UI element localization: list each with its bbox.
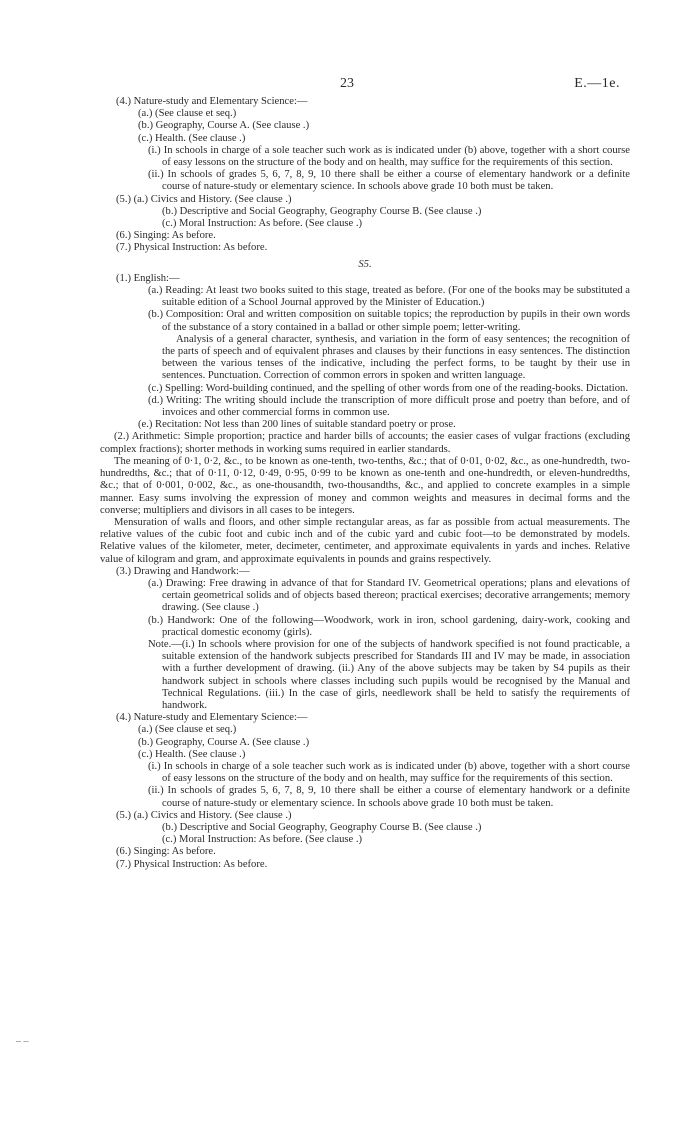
physical-line: (7.) Physical Instruction: As before. — [116, 242, 268, 254]
nature-study-heading: (4.) Nature-study and Elementary Science:— — [116, 96, 308, 107]
civics-item: (b.) Descriptive and Social Geography, Geography Course B. (See clause .) — [162, 205, 482, 217]
writing-item: (d.) Writing: The writing should include the transcription of more difficult prose and poetry than before, and of invoices and other commercial forms in common use. — [148, 394, 630, 419]
singing-line: (6.) Singing: As before. — [116, 846, 216, 858]
composition-item: (b.) Composition: Oral and written composition on suitable topics; the reproduction by pupils in their own words of the substance of a story contained in a ballad or other simple poem; letter-writing. — [148, 309, 630, 333]
physical-line: (7.) Physical Instruction: As before. — [116, 858, 268, 870]
page-body — [100, 96, 630, 871]
nature-item: (c.) Health. (See clause .) — [138, 748, 246, 760]
nature-item: (b.) Geography, Course A. (See clause .) — [138, 736, 310, 748]
civics-heading: (5.) (a.) Civics and History. (See clause .) — [116, 193, 292, 205]
nature-item: (ii.) In schools of grades 5, 6, 7, 8, 9, 10 there shall be either a course of elementary handwork or a definite course of nature-study or elementary science. In schools above grade 10 both must be taken. — [148, 785, 630, 809]
reading-item: (a.) Reading: At least two books suited to this stage, treated as before. (For one of the books may be substituted a suitable edition of a School Journal approved by the Minister of Education.) — [148, 285, 630, 309]
civics-heading: (5.) (a.) Civics and History. (See clause .) — [116, 809, 292, 821]
nature-item: (i.) In schools in charge of a sole teacher such work as is indicated under (b) above, together with a short course of easy lessons on the structure of the body and on health, may suffice for the requirements of this section. — [148, 760, 630, 785]
singing-line: (6.) Singing: As before. — [116, 230, 216, 242]
analysis-paragraph: Analysis of a general character, synthesis, and variation in the form of easy sentences; the recognition of the parts of speech and of equivalent phrases and clauses by their functions in easy sentences. The distinction between the various tenses of the indicative, including the perfect forms, to be taught by their use in sentences. Punctuation. Correction of common errors in spoken and written language. — [162, 333, 630, 382]
margin-mark: – – — [16, 1036, 29, 1047]
page-number: 23 — [340, 76, 354, 91]
civics-item: (c.) Moral Instruction: As before. (See clause .) — [162, 218, 363, 230]
nature-item: (c.) Health. (See clause .) — [138, 132, 246, 144]
arithmetic-paragraph: (2.) Arithmetic: Simple proportion; practice and harder bills of accounts; the easier cases of vulgar fractions (excluding complex fractions); shorter methods in working sums required in earlier standards. — [100, 431, 630, 455]
decimals-paragraph: The meaning of 0·1, 0·2, &c., to be known as one-tenth, two-tenths, &c.; that of 0·01, 0·02, &c., as one-hundredth, two-hundredths, &c.; that of 0·11, 0·12, 0·49, 0·95, 0·99 to be known as one-tenth and one-hundredth, or eleven-hundredths, &c.; that of 0·001, 0·002, &c., as one-thousandth, two-thousandths, &c., and applied to concrete examples in a simple manner. Easy sums involving the expression of money and common weights and measures in decimal forms and the converse; multipliers and divisors in all cases to be integers. — [100, 455, 630, 516]
civics-item: (c.) Moral Instruction: As before. (See clause .) — [162, 834, 363, 846]
standard-heading: S5. — [358, 258, 372, 270]
document-reference: E.—1e. — [574, 76, 620, 91]
mensuration-paragraph: Mensuration of walls and floors, and other simple rectangular areas, as far as possible from actual measurements. The relative values of the cubic foot and cubic inch and of the cubic yard and cubic foot—to be demonstrated by models. Relative values of the kilometer, meter, decimeter, centimeter, and approximate equivalents in yards and inches. Relative value of kilogram and gram, and approximate equivalents in pounds and grains respectively. — [100, 516, 630, 565]
nature-study-heading: (4.) Nature-study and Elementary Science:— — [116, 712, 308, 724]
nature-item: (i.) In schools in charge of a sole teacher such work as is indicated under (b) above, together with a short course of easy lessons on the structure of the body and on health, may suffice for the requirements of this section. — [148, 144, 630, 169]
drawing-heading: (3.) Drawing and Handwork:— — [116, 565, 250, 577]
handwork-item: (b.) Handwork: One of the following—Woodwork, work in iron, school gardening, dairy-work, cooking and practical domestic economy (girls). — [148, 614, 630, 638]
spelling-item: (c.) Spelling: Word-building continued, and the spelling of other words from one of the reading-books. Dictation. — [148, 382, 628, 394]
nature-item: (a.) (See clause et seq.) — [138, 108, 237, 120]
nature-item: (ii.) In schools of grades 5, 6, 7, 8, 9, 10 there shall be either a course of elementary handwork or a definite course of nature-study or elementary science. In schools above grade 10 both must be taken. — [148, 169, 630, 193]
page-header — [0, 76, 700, 96]
english-heading: (1.) English:— — [116, 272, 180, 284]
nature-item: (a.) (See clause et seq.) — [138, 724, 237, 736]
drawing-item: (a.) Drawing: Free drawing in advance of that for Standard IV. Geometrical operations; plans and elevations of certain geometrical solids and of objects based thereon; practical exercises; decorative arrangements; memory drawing. (See clause .) — [148, 577, 630, 614]
handwork-note: Note.—(i.) In schools where provision for one of the subjects of handwork specified is not found practicable, a suitable extension of the handwork subjects prescribed for Standards III and IV may be made, in association with a further development of drawing. (ii.) Any of the above subjects may be taken by S4 pupils as their handwork subject in schools where classes including such pupils would be recognised by the Manual and Technical Regulations. (iii.) In the case of girls, needlework shall be held to satisfy the requirements of handwork. — [148, 638, 630, 711]
nature-item: (b.) Geography, Course A. (See clause .) — [138, 120, 310, 132]
civics-item: (b.) Descriptive and Social Geography, Geography Course B. (See clause .) — [162, 821, 482, 833]
recitation-item: (e.) Recitation: Not less than 200 lines of suitable standard poetry or prose. — [138, 419, 456, 431]
